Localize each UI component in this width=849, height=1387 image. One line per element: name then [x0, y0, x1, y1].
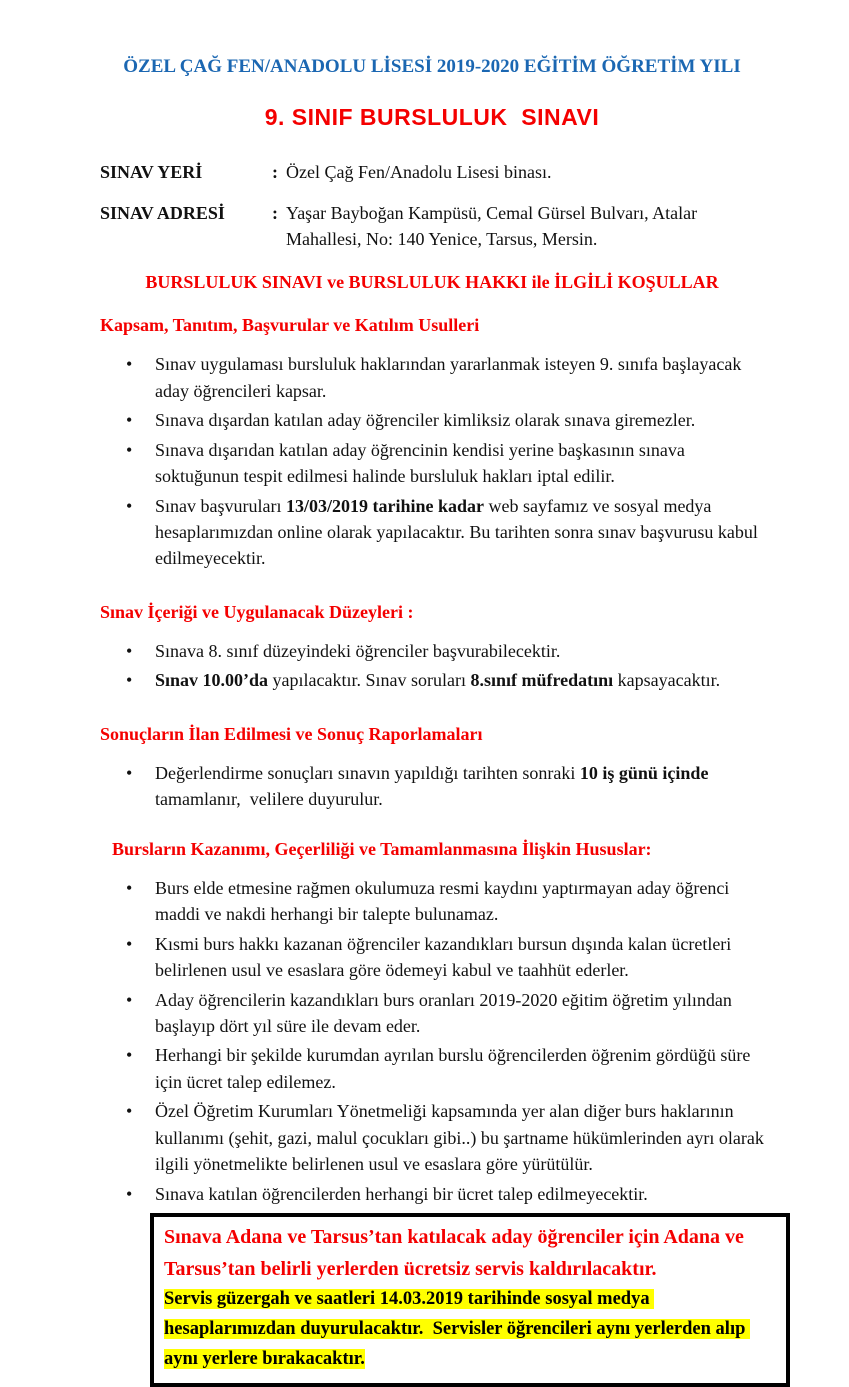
exam-address-value: Yaşar Bayboğan Kampüsü, Cemal Gürsel Bulvarı, Atalar Mahallesi, No: 140 Yenice, Tarsus, Mersin.	[286, 203, 698, 250]
section-sinav-icerigi	[100, 602, 764, 694]
service-notice-red-text: Sınava Adana ve Tarsus’tan katılacak aday öğrenciler için Adana ve Tarsus’tan belirli yerlerden ücretsiz servis kaldırılacaktır.	[164, 1226, 749, 1281]
service-notice-box	[150, 1213, 790, 1387]
bullet-item	[100, 437, 764, 490]
school-year-title: ÖZEL ÇAĞ FEN/ANADOLU LİSESİ 2019-2020 EĞİTİM ÖĞRETİM YILI	[123, 56, 741, 77]
bullet-item	[100, 875, 764, 928]
text-run: Kısmi burs hakkı kazanan öğrenciler kazandıkları bursun dışında kalan ücretleri belirlenen usul ve esaslara göre ödemeyi kabul ve taahhüt ederler.	[155, 933, 736, 981]
exam-info-block	[100, 159, 764, 252]
section-burslar-heading: Bursların Kazanımı, Geçerliliği ve Tamamlanmasına İlişkin Hususlar:	[112, 838, 652, 859]
exam-venue-label: SINAV YERİ	[100, 162, 203, 182]
section-burslar	[100, 838, 769, 1207]
section-kapsam	[100, 315, 764, 572]
exam-title: 9. SINIF BURSLULUK SINAVI	[264, 104, 600, 130]
bullet-item	[100, 1042, 764, 1095]
bullet-item	[100, 407, 764, 433]
text-run: web sayfamız ve sosyal medya hesaplarımızdan online olarak yapılacaktır. Bu tarihten sonra sınav başvurusu kabul edilmeyecektir.	[155, 495, 763, 569]
bullet-item	[100, 1181, 764, 1207]
text-run: 8.sınıf müfredatını	[470, 670, 614, 691]
text-run: tamamlanır, velilere duyurulur.	[155, 762, 713, 810]
text-run: Aday öğrencilerin kazandıkları burs oranları 2019-2020 eğitim öğretim yılından başlayıp dört yıl süre ile devam eder.	[155, 989, 737, 1036]
bullet-item	[100, 931, 764, 984]
section-sonuclar-bullet-list	[100, 760, 764, 813]
exam-address-colon: :	[272, 203, 278, 224]
service-notice-highlight-paragraph	[164, 1285, 776, 1375]
bullet-item	[100, 351, 764, 404]
service-notice-highlight-text: Servis güzergah ve saatleri 14.03.2019 tarihinde sosyal medya hesaplarımızdan duyurulacaktır. Servisler öğrencileri aynı yerlerden alıp aynı yerlere bırakacaktır.	[164, 1289, 750, 1370]
exam-address-label: SINAV ADRESİ	[100, 203, 225, 224]
exam-venue-value: Özel Çağ Fen/Anadolu Lisesi binası.	[286, 162, 552, 182]
text-run: Sınava dışarıdan katılan aday öğrencinin kendisi yerine başkasının sınava soktuğunun tespit edilmesi halinde bursluluk hakları iptal edilir.	[155, 439, 690, 487]
text-run: Sınav uygulaması bursluluk haklarından yararlanmak isteyen 9. sınıfa başlayacak aday öğrencileri kapsar.	[155, 354, 746, 401]
conditions-main-heading: BURSLULUK SINAVI ve BURSLULUK HAKKI ile İLGİLİ KOŞULLAR	[145, 272, 719, 293]
text-run: 10 iş günü içinde	[579, 762, 709, 783]
text-run: Özel Öğretim Kurumları Yönetmeliği kapsamında yer alan diğer burs haklarının kullanımı (şehit, gazi, malul çocukları gibi..) bu şartname hükümlerinden ayrı olarak ilgili yönetmelikte belirlenen usul ve esaslara göre yürütülür.	[155, 1101, 769, 1175]
bullet-item	[100, 493, 764, 572]
section-sinav-icerigi-bullet-list	[100, 638, 764, 694]
bullet-item	[100, 987, 764, 1040]
text-run: Sınav 10.00’da	[155, 670, 269, 691]
exam-venue-row	[100, 159, 764, 185]
text-run: Değerlendirme sonuçları sınavın yapıldığı tarihten sonraki	[155, 762, 580, 783]
bullet-item	[100, 667, 764, 693]
section-kapsam-bullet-list	[100, 351, 764, 572]
text-run: Sınava 8. sınıf düzeyindeki öğrenciler başvurabilecektir.	[155, 640, 561, 661]
section-sonuclar	[100, 724, 764, 813]
section-kapsam-heading: Kapsam, Tanıtım, Başvurular ve Katılım Usulleri	[100, 315, 480, 336]
text-run: Sınava dışardan katılan aday öğrenciler kimliksiz olarak sınava giremezler.	[155, 410, 696, 431]
bullet-item	[100, 760, 764, 813]
text-run: yapılacaktır. Sınav soruları	[268, 670, 471, 691]
section-sinav-icerigi-heading: Sınav İçeriği ve Uygulanacak Düzeyleri :	[100, 601, 414, 622]
section-burslar-bullet-list	[100, 875, 769, 1207]
text-run: Burs elde etmesine rağmen okulumuza resmi kaydını yaptırmayan aday öğrenci maddi ve nakdi herhangi bir talepte bulunamaz.	[155, 877, 734, 925]
section-sonuclar-heading: Sonuçların İlan Edilmesi ve Sonuç Raporlamaları	[100, 723, 483, 744]
text-run: Herhangi bir şekilde kurumdan ayrılan burslu öğrencilerden öğrenim gördüğü süre için ücret talep edilemez.	[155, 1045, 755, 1092]
text-run: Sınav başvuruları	[155, 495, 286, 516]
text-run: kapsayacaktır.	[613, 670, 721, 691]
exam-venue-colon: :	[272, 162, 278, 182]
bullet-item	[100, 1098, 769, 1177]
bullet-item	[100, 638, 764, 664]
exam-address-row	[100, 200, 764, 252]
text-run: 13/03/2019 tarihine kadar	[285, 495, 484, 516]
text-run: Sınava katılan öğrencilerden herhangi bir ücret talep edilmeyecektir.	[155, 1183, 648, 1204]
